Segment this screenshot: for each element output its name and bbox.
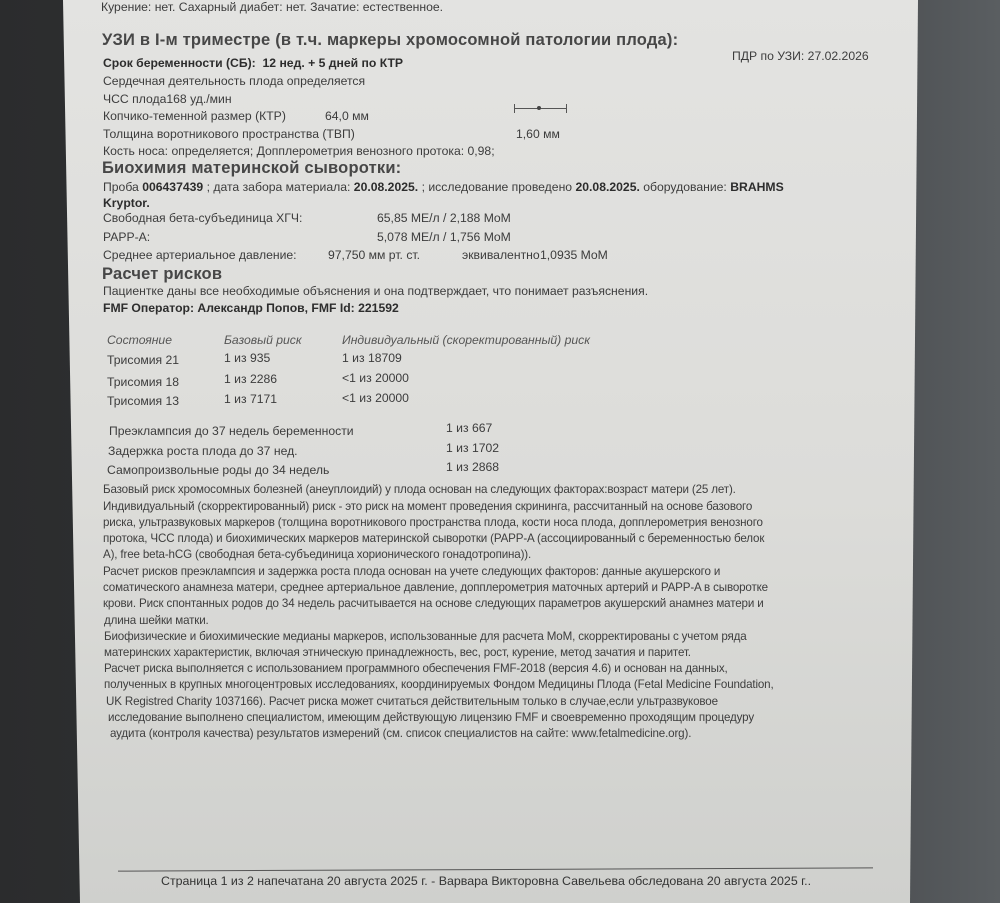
table-row-base: 1 из 7171 (224, 392, 278, 406)
list-item-label: Задержка роста плода до 37 нед. (108, 444, 298, 458)
gestation-label: Срок беременности (СБ): (103, 56, 256, 70)
list-item-label: Самопроизвольные роды до 34 недель (107, 463, 330, 477)
note-line: Базовый риск хромосомных болезней (анеуплоидий) у плода основан на следующих факторах:возраст матери (25 лет). (103, 483, 736, 496)
list-item-value: 1 из 1702 (446, 441, 500, 455)
table-row-individual: <1 из 20000 (342, 371, 409, 385)
table-row-base: 1 из 2286 (224, 372, 278, 386)
col-header-individual-risk: Индивидуальный (скоректированный) риск (342, 333, 591, 347)
map-equiv-label: эквивалентно (462, 248, 540, 262)
equipment: BRAHMS (730, 180, 784, 194)
list-item-value: 1 из 2868 (446, 460, 500, 474)
note-line: аудита (контроля качества) результатов измерений (см. список специалистов на сайте: www.fetalmedicine.org). (110, 727, 692, 740)
pappa-label: PAPP-A: (103, 230, 151, 244)
nasal-bone-doppler: Кость носа: определяется; Допплерометрия венозного протока: 0,98; (103, 144, 495, 158)
table-row-base: 1 из 935 (224, 351, 271, 365)
map-label: Среднее артериальное давление: (103, 248, 297, 262)
table-row-individual: 1 из 18709 (342, 351, 402, 365)
equipment-continued: Kryptor. (103, 196, 150, 210)
collect-date: 20.08.2025. (353, 180, 419, 194)
note-line: протока, ЧСС плода) и биохимических маркеров материнской сыворотки (PAPP-A (ассоциированный с беременностью белок (103, 532, 765, 545)
equipment-label: оборудование: (639, 180, 731, 194)
gestation-value: 12 нед. + 5 дней по КТР (262, 56, 404, 70)
list-item-value: 1 из 667 (446, 421, 493, 435)
note-line: полученных в крупных многоцентровых исследованиях, координируемых Фондом Медицины Плода (Fetal Medicine Foundation, (104, 678, 774, 691)
hcg-label: Свободная бета-субъединица ХГЧ: (103, 211, 303, 225)
note-line: А), free beta-hCG (свободная бета-субъединица хорионического гонадотропина)). (103, 548, 532, 561)
table-row-condition: Трисомия 21 (107, 353, 180, 367)
fmf-operator: FMF Оператор: Александр Попов, FMF Id: 221592 (103, 301, 399, 315)
list-item-label: Преэклампсия до 37 недель беременности (109, 424, 354, 438)
note-line: Расчет рисков преэклампсия и задержка роста плода основан на учете следующих факторов: данные акушерского и (103, 565, 721, 578)
note-line: Индивидуальный (скорректированный) риск - это риск на момент проведения скрининга, рассчитанный на основе базового (103, 500, 753, 513)
map-value: 97,750 мм рт. ст. (328, 248, 421, 262)
col-header-base-risk: Базовый риск (224, 333, 302, 347)
note-line: длина шейки матки. (104, 614, 209, 627)
note-line: соматического анамнеза матери, среднее артериальное давление, допплерометрия маточных артерий и PAPP-A в сыворотке (103, 581, 768, 594)
note-line: исследование выполнено специалистом, имеющим действующую лицензию FMF и своевременно проходящим процедуру (108, 711, 754, 724)
ultrasound-section-title: УЗИ в I-м триместре (в т.ч. маркеры хромосомной патологии плода): (102, 31, 679, 49)
note-line: крови. Риск спонтанных родов до 34 недель расчитывается на основе следующих параметров акушерский анамнез матери и (103, 597, 764, 610)
col-header-condition: Состояние (107, 333, 172, 347)
note-line: Расчет риска выполняется с использованием программного обеспечения FMF-2018 (версия 4.6) и основан на данных, (104, 662, 728, 675)
sample-prefix: Проба (103, 180, 143, 194)
crl-value: 64,0 мм (325, 109, 369, 123)
pappa-value: 5,078 МЕ/л / 1,756 MoM (377, 230, 511, 244)
nt-label: Толщина воротникового пространства (ТВП) (103, 127, 355, 141)
risk-section-title: Расчет рисков (102, 265, 223, 283)
consent-text: Пациентке даны все необходимые объяснения и она подтверждает, что понимает разъяснения. (103, 284, 649, 298)
gestational-age (103, 56, 403, 70)
note-line: Биофизические и биохимические медианы маркеров, использованные для расчета MoM, скорректированы с учетом ряда (104, 630, 747, 643)
crl-label: Копчико-теменной размер (КТР) (103, 109, 286, 123)
table-row-individual: <1 из 20000 (342, 391, 409, 405)
table-row-condition: Трисомия 18 (107, 375, 180, 389)
biochem-section-title: Биохимия материнской сыворотки: (102, 159, 402, 177)
page-footer: Страница 1 из 2 напечатана 20 августа 2025 г. - Варвара Викторовна Савельева обследована 20 августа 2025 г.. (161, 874, 812, 888)
sample-info-line (103, 180, 784, 194)
patient-history-line: Курение: нет. Сахарный диабет: нет. Зачатие: естественное. (101, 0, 444, 14)
edd-by-ultrasound: ПДР по УЗИ: 27.02.2026 (732, 49, 869, 63)
hcg-value: 65,85 МЕ/л / 2,188 MoM (377, 211, 511, 225)
nt-value: 1,60 мм (516, 127, 560, 141)
test-date: 20.08.2025. (575, 180, 640, 194)
test-date-label: ; исследование проведено (418, 180, 576, 194)
map-mom: 1,0935 MoM (540, 248, 608, 262)
heart-activity: Сердечная деятельность плода определяется (103, 74, 366, 88)
table-row-condition: Трисомия 13 (107, 394, 180, 408)
sample-id: 006437439 (142, 180, 204, 194)
note-line: материнских характеристик, включая этническую принадлежность, вес, рост, курение, метод зачатия и паритет. (104, 646, 691, 659)
fetal-heart-rate: ЧСС плода168 уд./мин (103, 92, 232, 106)
note-line: риска, ультразвуковых маркеров (толщина воротникового пространства плода, кости носа плода, допплерометрия венозного (103, 516, 763, 529)
collect-date-label: ; дата забора материала: (203, 180, 354, 194)
note-line: UK Registred Charity 1037166). Расчет риска может считаться действительным только в случае,если ультразвуковое (106, 695, 718, 708)
